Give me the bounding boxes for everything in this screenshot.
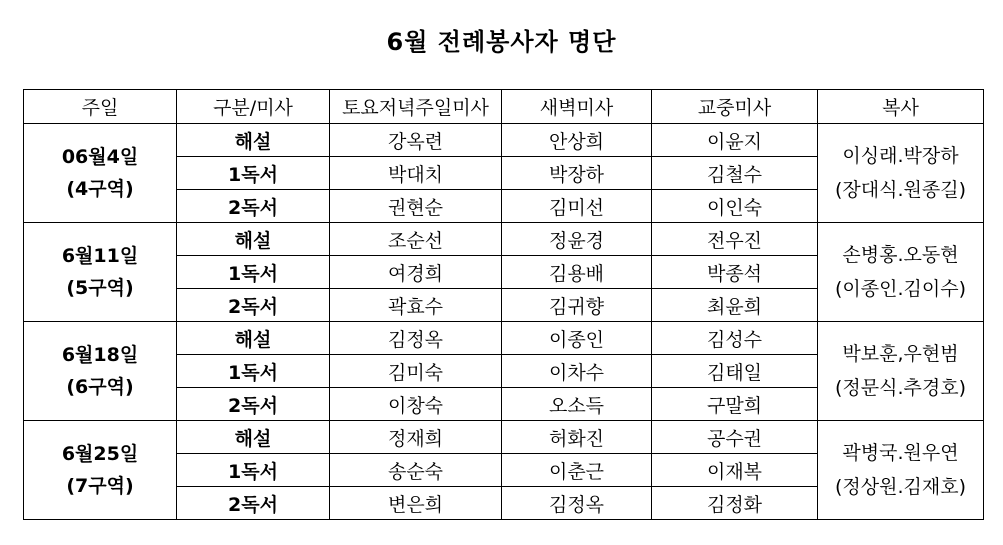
servers-secondary: (정문식.추경호) <box>835 377 966 399</box>
role-cell: 1독서 <box>177 454 330 487</box>
servers-cell <box>818 421 984 520</box>
main-cell: 공수권 <box>652 421 818 454</box>
dawn-cell: 이종인 <box>502 322 652 355</box>
saturday-cell: 송순숙 <box>330 454 502 487</box>
role-cell: 2독서 <box>177 289 330 322</box>
dawn-cell: 김용배 <box>502 256 652 289</box>
saturday-cell: 조순선 <box>330 223 502 256</box>
header-role: 구분/미사 <box>177 90 330 124</box>
area-label: (6구역) <box>66 376 134 398</box>
saturday-cell: 여경희 <box>330 256 502 289</box>
saturday-cell: 김정옥 <box>330 322 502 355</box>
servers-secondary: (정상원.김재호) <box>835 476 966 498</box>
main-cell: 김성수 <box>652 322 818 355</box>
header-sunday: 주일 <box>24 90 177 124</box>
dawn-cell: 허화진 <box>502 421 652 454</box>
header-dawn-mass: 새벽미사 <box>502 90 652 124</box>
servers-cell <box>818 223 984 322</box>
dawn-cell: 김귀향 <box>502 289 652 322</box>
area-label: (7구역) <box>66 475 134 497</box>
table-row <box>24 322 984 355</box>
saturday-cell: 김미숙 <box>330 355 502 388</box>
date-label: 6월18일 <box>61 344 139 366</box>
role-cell: 1독서 <box>177 256 330 289</box>
table-row <box>24 223 984 256</box>
date-label: 6월11일 <box>61 245 139 267</box>
servers-primary: 이싱래.박장하 <box>842 145 959 167</box>
servers-primary: 박보훈,우현범 <box>842 343 959 365</box>
main-cell: 김정화 <box>652 487 818 520</box>
dawn-cell: 이춘근 <box>502 454 652 487</box>
role-cell: 1독서 <box>177 355 330 388</box>
saturday-cell: 정재희 <box>330 421 502 454</box>
date-label: 06월4일 <box>61 146 139 168</box>
main-cell: 이인숙 <box>652 190 818 223</box>
dawn-cell: 안상희 <box>502 124 652 157</box>
saturday-cell: 권현순 <box>330 190 502 223</box>
saturday-cell: 변은희 <box>330 487 502 520</box>
servers-primary: 곽병국.원우연 <box>842 442 959 464</box>
saturday-cell: 이창숙 <box>330 388 502 421</box>
role-cell: 2독서 <box>177 487 330 520</box>
role-cell: 2독서 <box>177 190 330 223</box>
date-cell <box>24 322 177 421</box>
servers-cell <box>818 322 984 421</box>
saturday-cell: 박대치 <box>330 157 502 190</box>
area-label: (4구역) <box>66 178 134 200</box>
role-cell: 해설 <box>177 223 330 256</box>
servers-secondary: (장대식.원종길) <box>835 179 966 201</box>
servers-primary: 손병홍.오동현 <box>842 244 959 266</box>
saturday-cell: 강옥련 <box>330 124 502 157</box>
main-cell: 이윤지 <box>652 124 818 157</box>
main-cell: 구말희 <box>652 388 818 421</box>
role-cell: 해설 <box>177 124 330 157</box>
page-title: 6월 전례봉사자 명단 <box>386 28 617 56</box>
servers-secondary: (이종인.김이수) <box>835 278 966 300</box>
dawn-cell: 오소득 <box>502 388 652 421</box>
table-row <box>24 124 984 157</box>
role-cell: 2독서 <box>177 388 330 421</box>
date-label: 6월25일 <box>61 443 139 465</box>
dawn-cell: 김미선 <box>502 190 652 223</box>
header-altar-servers: 복사 <box>818 90 984 124</box>
role-cell: 1독서 <box>177 157 330 190</box>
main-cell: 최윤희 <box>652 289 818 322</box>
main-cell: 김태일 <box>652 355 818 388</box>
area-label: (5구역) <box>66 277 134 299</box>
date-cell <box>24 124 177 223</box>
roster-table <box>23 89 984 520</box>
role-cell: 해설 <box>177 421 330 454</box>
servers-cell <box>818 124 984 223</box>
header-row <box>24 90 984 124</box>
header-saturday-evening-mass: 토요저녁주일미사 <box>330 90 502 124</box>
date-cell <box>24 223 177 322</box>
table-row <box>24 421 984 454</box>
main-cell: 전우진 <box>652 223 818 256</box>
dawn-cell: 김정옥 <box>502 487 652 520</box>
saturday-cell: 곽효수 <box>330 289 502 322</box>
date-cell <box>24 421 177 520</box>
header-main-mass: 교중미사 <box>652 90 818 124</box>
main-cell: 김철수 <box>652 157 818 190</box>
main-cell: 박종석 <box>652 256 818 289</box>
dawn-cell: 박장하 <box>502 157 652 190</box>
role-cell: 해설 <box>177 322 330 355</box>
dawn-cell: 정윤경 <box>502 223 652 256</box>
main-cell: 이재복 <box>652 454 818 487</box>
dawn-cell: 이차수 <box>502 355 652 388</box>
